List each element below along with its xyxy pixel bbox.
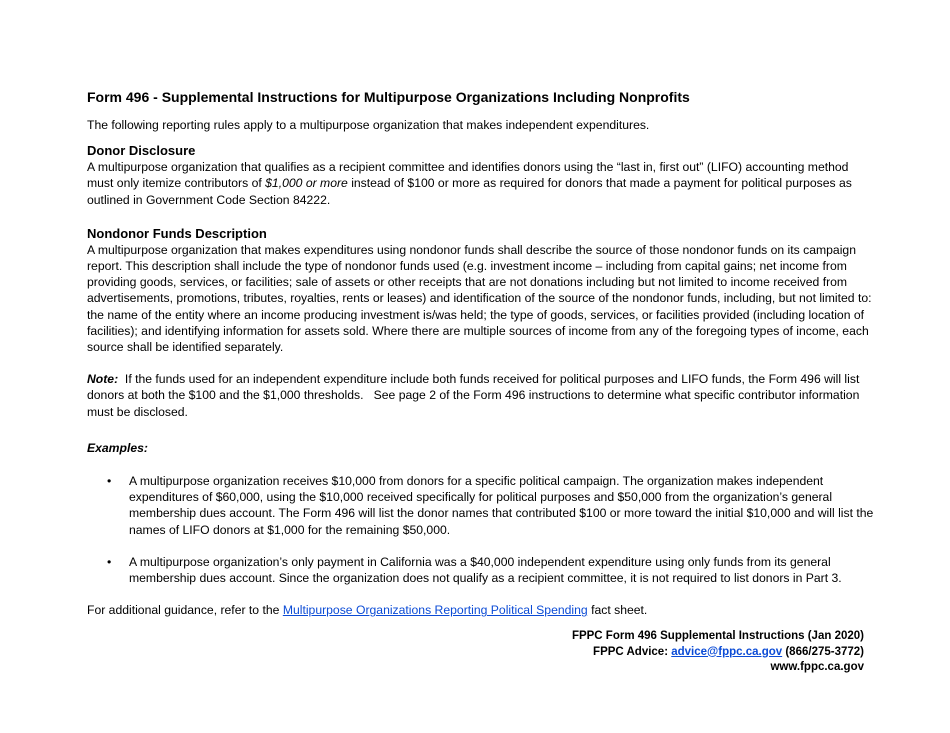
guidance-paragraph — [87, 602, 877, 618]
example-text: A multipurpose organization’s only payment in California was a $40,000 independent expenditure using only funds from its general membership dues account. Since the organization does not qualify as a recipient committee, it is not required to list donors in Part 3. — [129, 554, 842, 586]
advice-email-link[interactable]: advice@fppc.ca.gov — [671, 645, 783, 658]
note-label: Note: — [87, 372, 119, 387]
intro-paragraph: The following reporting rules apply to a multipurpose organization that makes independent expenditures. — [87, 118, 650, 132]
donor-disclosure-text-after: instead of $100 or more as required for donors that made a payment for political purposes as outlined in Government Code Section 84222. — [87, 176, 852, 207]
examples-heading: Examples: — [87, 440, 148, 455]
guidance-suffix: fact sheet. — [587, 603, 648, 618]
note-text: If the funds used for an independent expenditure include both funds received for political purposes and LIFO funds, the Form 496 will list donors at both the $100 and the $1,000 thresholds. See page 2 of the Form 496 instructions to determine what specific contributor information must be disclosed. — [87, 372, 863, 419]
list-item — [87, 554, 877, 586]
fact-sheet-link[interactable]: Multipurpose Organizations Reporting Political Spending — [282, 603, 588, 618]
list-item — [87, 473, 877, 538]
footer-form-title: FPPC Form 496 Supplemental Instructions (Jan 2020) — [571, 630, 864, 642]
page-title: Form 496 - Supplemental Instructions for Multipurpose Organizations Including Nonprofits — [87, 89, 690, 105]
footer — [572, 629, 864, 676]
footer-website: www.fppc.ca.gov — [770, 661, 864, 673]
donor-disclosure-threshold: $1,000 or more — [265, 176, 348, 191]
document-body — [87, 88, 877, 618]
footer-advice-label: FPPC Advice: — [593, 645, 672, 658]
examples-list — [87, 473, 877, 586]
guidance-prefix: For additional guidance, refer to the — [87, 603, 283, 618]
bullet-icon: • — [107, 554, 112, 569]
nondonor-funds-paragraph: A multipurpose organization that makes expenditures using nondonor funds shall describe the source of those nondonor funds on its campaign report. This description shall include the type of nondonor funds used (e.g. investment income – including from capital gains; net income from providing goods, services, or facilities; sale of assets or other receipts that are not donations including but not limited to income received from advertisements, promotions, tributes, royalties, rents or leases) and identification of the source of the nondonor funds, including, but not limited to: the name of the entity where an income producing investment is/was held; the type of goods, services, or facilities provided (including location of facilities); and identifying information for assets sold. Where there are multiple sources of income from any of the foregoing types of income, each source shall be identified separately. — [87, 242, 872, 355]
example-text: A multipurpose organization receives $10,000 from donors for a specific political campaign. The organization makes independent expenditures of $60,000, using the $10,000 received specifically for political purposes and $50,000 from the organization’s general membership dues account. The Form 496 will list the donor names that contributed $100 or more toward the initial $10,000 and will list the names of LIFO donors at $1,000 for the remaining $50,000. — [129, 474, 874, 537]
footer-advice-phone: (866/275-3772) — [782, 645, 864, 658]
nondonor-funds-heading: Nondonor Funds Description — [87, 225, 267, 241]
note-paragraph — [87, 371, 877, 420]
donor-disclosure-heading: Donor Disclosure — [87, 143, 196, 159]
donor-disclosure-text-before: A multipurpose organization that qualifies as a recipient committee and identifies donors using the “last in, first out” (LIFO) accounting method must only itemize contributors of — [87, 160, 849, 191]
bullet-icon: • — [107, 474, 112, 489]
donor-disclosure-paragraph — [87, 159, 877, 208]
footer-advice — [572, 645, 864, 661]
